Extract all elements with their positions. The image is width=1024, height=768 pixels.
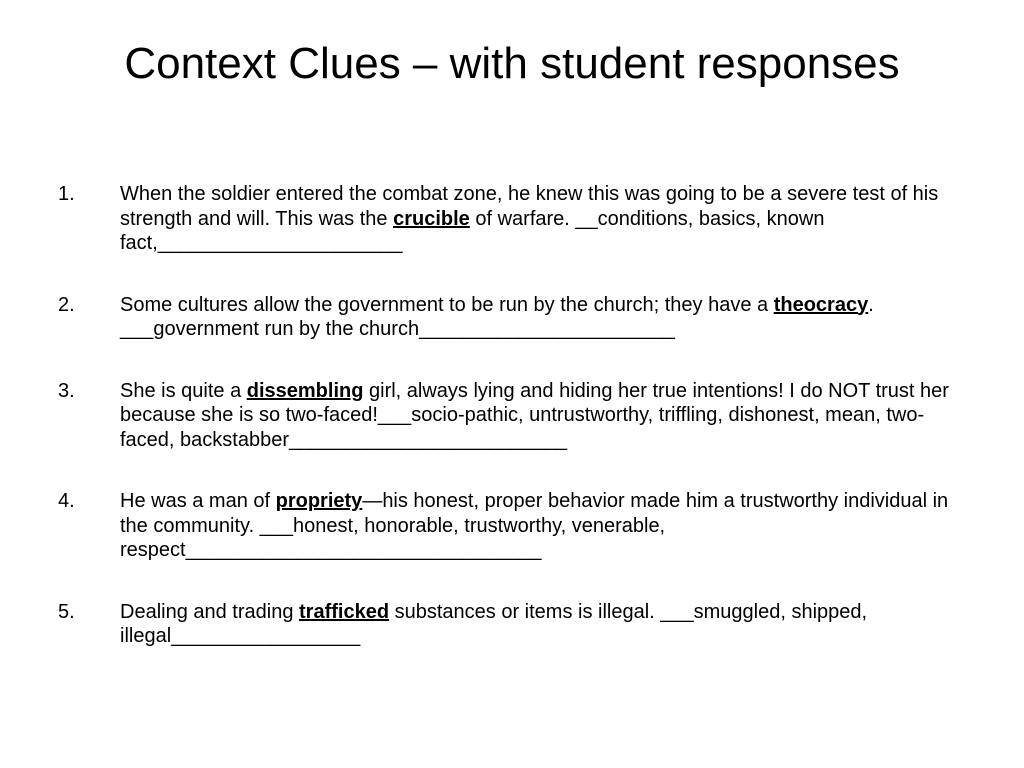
student-response: of warfare. __conditions, basics, known fact,______________________: [120, 207, 825, 254]
list-item: [58, 379, 958, 453]
list-item: [58, 293, 958, 342]
item-number: 3.: [58, 379, 75, 402]
list-item: [58, 489, 958, 563]
vocab-word: dissembling: [246, 379, 364, 402]
sentence-text: She is quite a: [120, 379, 247, 402]
sentence-text: Some cultures allow the government to be run by the church; they have a: [120, 293, 774, 316]
vocab-word: crucible: [393, 207, 470, 230]
list-item: [58, 182, 958, 256]
vocab-word: trafficked: [299, 600, 390, 623]
item-number: 2.: [58, 293, 75, 316]
item-number: 5.: [58, 600, 75, 623]
list-item: [58, 600, 958, 649]
vocab-word: theocracy: [773, 293, 869, 316]
student-response: girl, always lying and hiding her true intentions! I do NOT trust her because she is so two-faced!___socio-pathic, untrustworthy, triffling, dishonest, mean, two-faced, backstabber_________________________: [120, 379, 949, 451]
sentence-text: When the soldier entered the combat zone, he knew this was going to be a severe test of his strength and will. This was the: [120, 183, 939, 230]
student-response: . ___government run by the church_______________________: [120, 293, 874, 340]
item-number: 1.: [58, 183, 75, 205]
vocab-word: propriety: [275, 490, 363, 512]
sentence-text: He was a man of: [120, 490, 276, 512]
context-clue-list: [58, 182, 958, 686]
slide-title: Context Clues – with student responses: [124, 39, 900, 88]
student-response: substances or items is illegal. ___smuggled, shipped, illegal_________________: [120, 600, 868, 647]
student-response: —his honest, proper behavior made him a trustworthy individual in the community. ___honest, honorable, trustworthy, venerable, respect________________________________: [120, 490, 949, 561]
sentence-text: Dealing and trading: [120, 600, 300, 623]
item-number: 4.: [58, 490, 75, 512]
